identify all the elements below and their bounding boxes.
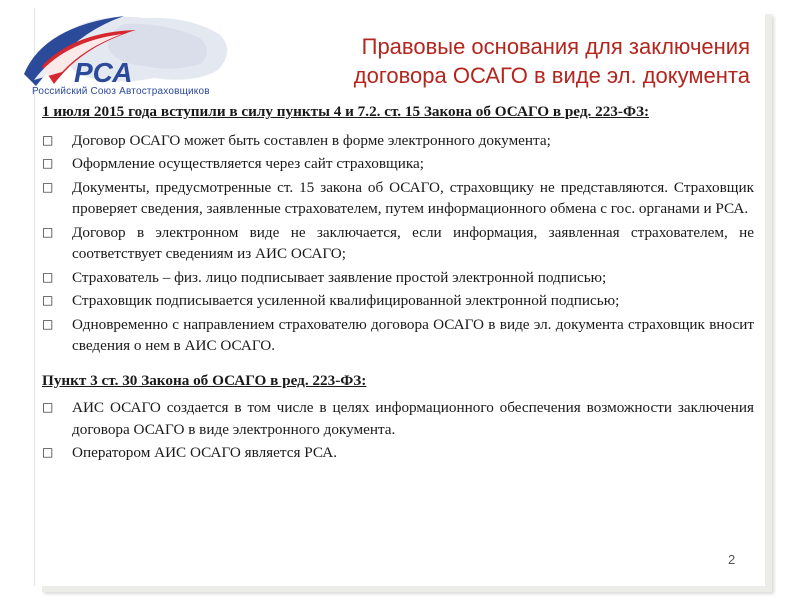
list-item [42, 177, 754, 220]
section1-list [42, 130, 754, 357]
checkbox-square-icon: □ [42, 269, 54, 284]
list-item-text: Страховщик подписывается усиленной квалифицированной электронной подписью; [72, 292, 620, 309]
checkbox-square-icon: □ [42, 179, 54, 194]
title-line-2: договора ОСАГО в виде эл. документа [353, 63, 750, 88]
list-item-text: Документы, предусмотренные ст. 15 закона об ОСАГО, страховщику не представляются. Страховщик проверяет сведения, заявленные страхователем, путем информационного обмена с гос. органами и РСА. [72, 178, 754, 217]
section1-heading: 1 июля 2015 года вступили в силу пункты 4 и 7.2. ст. 15 Закона об ОСАГО в ред. 223-ФЗ: [42, 103, 650, 120]
list-item-text: Договор в электронном виде не заключается, если информация, заявленная страхователем, не соответствует сведениям из АИС ОСАГО; [72, 223, 754, 262]
checkbox-square-icon: □ [42, 445, 54, 459]
list-item-text: Оператором АИС ОСАГО является РСА. [72, 444, 338, 461]
checkbox-square-icon: □ [42, 293, 54, 307]
checkbox-square-icon: □ [42, 156, 54, 170]
slide-content [42, 101, 754, 466]
list-item-text: Страхователь – физ. лицо подписывает заявление простой электронной подписью; [72, 268, 607, 286]
list-item [42, 222, 754, 265]
section2-heading: Пункт 3 ст. 30 Закона об ОСАГО в ред. 223-ФЗ: [42, 371, 367, 389]
checkbox-square-icon: □ [42, 132, 54, 147]
rsa-logo [4, 4, 244, 112]
checkbox-square-icon: □ [42, 224, 54, 239]
list-item [42, 267, 754, 289]
list-item [42, 442, 754, 464]
list-item-text: Договор ОСАГО может быть составлен в форме электронного документа; [72, 131, 551, 149]
list-item-text: АИС ОСАГО создается в том числе в целях информационного обеспечения возможности заключения договора ОСАГО в виде электронного документа. [72, 399, 754, 438]
section2-list [42, 397, 754, 464]
list-item [42, 290, 754, 312]
rsa-caption: Российский Союз Автостраховщиков [32, 86, 210, 97]
list-item [42, 397, 754, 440]
title-line-1: Правовые основания для заключения [361, 34, 750, 59]
list-item [42, 153, 754, 175]
list-item-text: Оформление осуществляется через сайт страховщика; [72, 155, 424, 172]
checkbox-square-icon: □ [42, 400, 54, 414]
list-item [42, 314, 754, 357]
list-item [42, 130, 754, 152]
list-item-text: Одновременно с направлением страхователю договора ОСАГО в виде эл. документа страховщик вносит сведения о нем в АИС ОСАГО. [72, 315, 754, 354]
rsa-abbr: РСА [74, 57, 133, 88]
page-number: 2 [728, 552, 736, 567]
checkbox-square-icon: □ [42, 316, 54, 331]
page-title [270, 32, 750, 90]
